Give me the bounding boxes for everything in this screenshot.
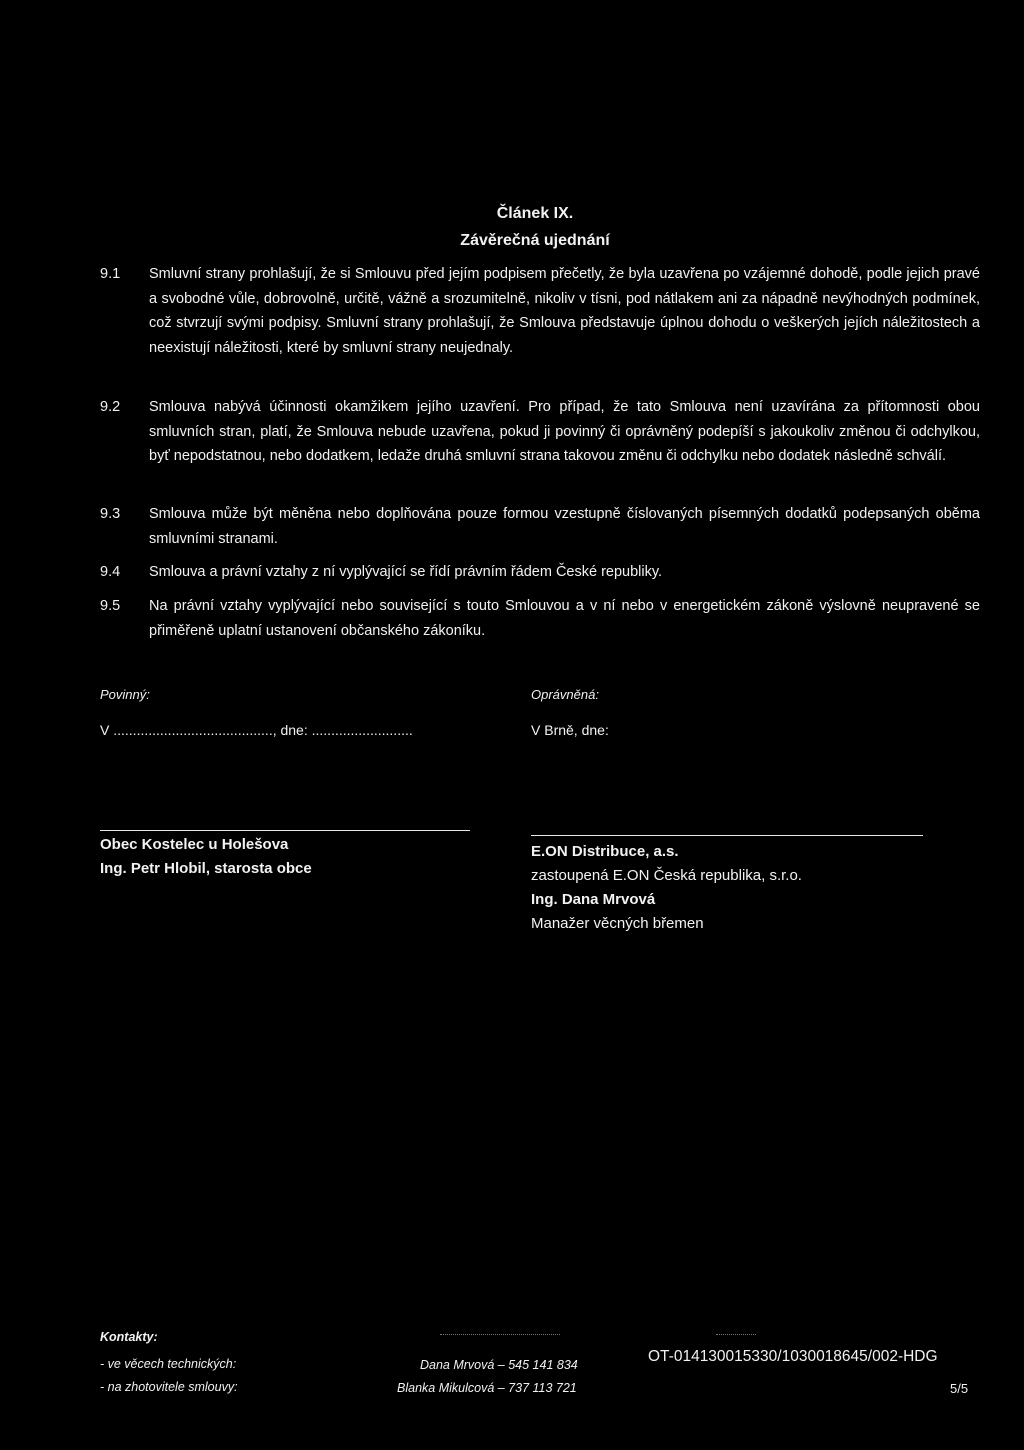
clause-9-4 bbox=[100, 560, 980, 585]
clause-text: Smlouva nabývá účinnosti okamžikem jejího uzavření. Pro případ, že tato Smlouva není uzavírána za přítomnosti obou smluvních stran, platí, že Smlouva nebude uzavřena, pokud ji povinný či oprávněný podepíší s jakoukoliv změnou či odchylkou, byť nepodstatnou, nebo dodatkem, ledaže druhá smluvní strana takovou změnu či odchylku nebo dodatek následně schválí. bbox=[149, 399, 980, 464]
obligated-party-block bbox=[100, 833, 312, 881]
article-title: Závěrečná ujednání bbox=[460, 232, 610, 249]
footer-divider bbox=[440, 1334, 560, 1336]
party-signatory: Ing. Dana Mrvová bbox=[531, 891, 656, 908]
party-name: E.ON Distribuce, a.s. bbox=[531, 843, 679, 860]
signature-line-right bbox=[531, 835, 923, 836]
party-representative: Ing. Petr Hlobil, starosta obce bbox=[100, 860, 312, 877]
entitled-place-date: V Brně, dne: bbox=[531, 722, 609, 738]
clause-number: 9.3 bbox=[100, 506, 121, 522]
article-number: Článek IX. bbox=[496, 205, 574, 222]
party-represented-by: zastoupená E.ON Česká republika, s.r.o. bbox=[531, 867, 802, 884]
obligated-party-label: Povinný: bbox=[100, 687, 150, 702]
clause-number: 9.1 bbox=[100, 266, 121, 282]
implementer-contact-value: Blanka Mikulcová – 737 113 721 bbox=[397, 1381, 577, 1395]
clause-9-5 bbox=[100, 594, 980, 643]
entitled-party-block bbox=[531, 840, 802, 936]
obligated-place-date: V ........................................., dne: .......................... bbox=[100, 722, 413, 738]
page-number: 5/5 bbox=[950, 1381, 969, 1396]
party-name: Obec Kostelec u Holešova bbox=[100, 836, 289, 853]
party-position: Manažer věcných břemen bbox=[531, 915, 704, 932]
clause-9-2 bbox=[100, 395, 980, 469]
clause-text: Smlouva a právní vztahy z ní vyplývající se řídí právním řádem České republiky. bbox=[149, 564, 663, 580]
technical-contact-label: - ve věcech technických: bbox=[100, 1357, 237, 1371]
clause-number: 9.5 bbox=[100, 598, 121, 614]
entitled-party-label: Oprávněná: bbox=[531, 687, 599, 702]
clause-text: Na právní vztahy vyplývající nebo související s touto Smlouvou a v ní nebo v energetickém zákoně výslovně neupravené se přiměřeně uplatní ustanovení občanského zákoníku. bbox=[149, 598, 980, 639]
clause-9-1 bbox=[100, 262, 980, 360]
clause-number: 9.4 bbox=[100, 564, 121, 580]
document-reference: OT-014130015330/1030018645/002-HDG bbox=[648, 1348, 938, 1365]
footer-divider bbox=[716, 1334, 756, 1336]
technical-contact-value: Dana Mrvová – 545 141 834 bbox=[420, 1358, 578, 1372]
contacts-label: Kontakty: bbox=[100, 1330, 158, 1344]
implementer-contact-label: - na zhotovitele smlouvy: bbox=[100, 1380, 238, 1394]
clause-number: 9.2 bbox=[100, 399, 121, 415]
clause-text: Smluvní strany prohlašují, že si Smlouvu před jejím podpisem přečetly, že byla uzavřena po vzájemné dohodě, podle jejich pravé a svobodné vůle, dobrovolně, určitě, vážně a srozumitelně, nikoliv v tísni, pod nátlakem ani za nápadně nevýhodných podmínek, což stvrzují svými podpisy. Smluvní strany prohlašují, že Smlouva představuje úplnou dohodu o veškerých jejích náležitostech a neexistují náležitosti, které by smluvní strany neujednaly. bbox=[149, 266, 980, 356]
clause-text: Smlouva může být měněna nebo doplňována pouze formou vzestupně číslovaných písemných dodatků podepsaných oběma smluvními stranami. bbox=[149, 506, 980, 547]
signature-line-left bbox=[100, 830, 470, 831]
clause-9-3 bbox=[100, 502, 980, 551]
